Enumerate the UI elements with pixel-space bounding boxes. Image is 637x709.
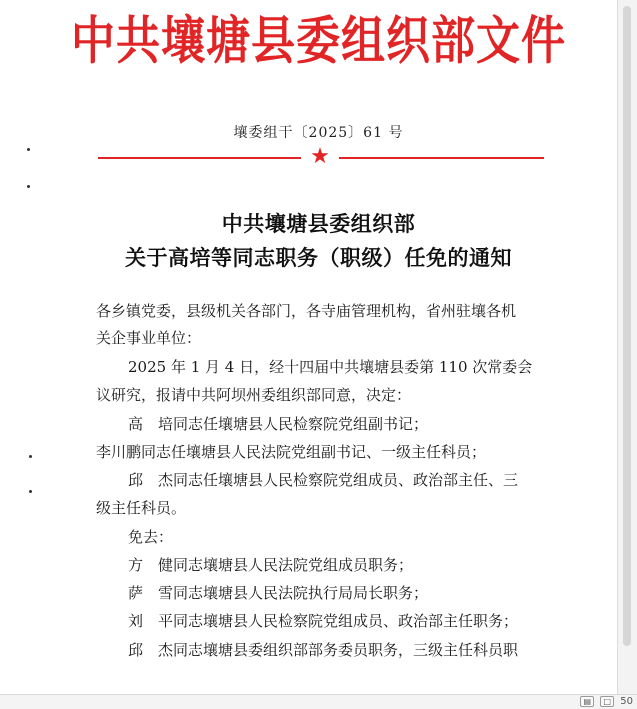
notice-title-line-2: 关于高培等同志职务（职级）任免的通知	[125, 245, 512, 270]
notice-title-line-1: 中共壤塘县委组织部	[221, 211, 416, 236]
body-line: 高 培同志任壤塘县人民检察院党组副书记；	[128, 415, 429, 433]
scrollbar-thumb[interactable]	[623, 6, 631, 646]
star-icon: ★	[310, 144, 330, 169]
margin-mark	[27, 185, 30, 188]
vertical-scrollbar[interactable]	[617, 0, 637, 695]
body-line: 邱 杰同志壤塘县委组织部部务委员职务，三级主任科员职	[128, 641, 519, 659]
body-line: 李川鹏同志任壤塘县人民法院党组副书记、一级主任科员；	[96, 443, 487, 461]
document-number: 壤委组干〔2025〕61 号	[233, 125, 404, 141]
document-header-title: 中共壤塘县委组织部文件	[71, 11, 566, 72]
body-line: 级主任科员。	[96, 499, 187, 517]
red-divider-right	[339, 157, 544, 159]
body-line: 2025 年 1 月 4 日，经十四届中共壤塘县委第 110 次常委会	[128, 358, 533, 376]
zoom-level[interactable]: 50	[620, 696, 633, 707]
body-line: 议研究，报请中共阿坝州委组织部同意，决定：	[96, 386, 412, 404]
body-line: 各乡镇党委，县级机关各部门，各寺庙管理机构，省州驻壤各机	[96, 302, 517, 320]
viewer-status-bar	[0, 694, 637, 709]
body-line: 邱 杰同志任壤塘县人民检察院党组成员、政治部主任、三	[128, 471, 519, 489]
margin-mark	[29, 490, 32, 493]
page-view-icon[interactable]: ▤	[580, 696, 594, 707]
fit-page-icon[interactable]: □	[600, 696, 614, 707]
viewer-controls	[580, 696, 633, 708]
margin-mark	[27, 148, 30, 151]
margin-mark	[29, 455, 32, 458]
body-line: 萨 雪同志壤塘县人民法院执行局局长职务；	[128, 584, 429, 602]
body-line: 刘 平同志壤塘县人民检察院党组成员、政治部主任职务；	[128, 612, 519, 630]
red-divider-left	[98, 157, 301, 159]
body-line: 关企事业单位：	[96, 329, 202, 347]
body-line: 方 健同志壤塘县人民法院党组成员职务；	[128, 556, 414, 574]
body-line: 免去：	[128, 528, 174, 546]
